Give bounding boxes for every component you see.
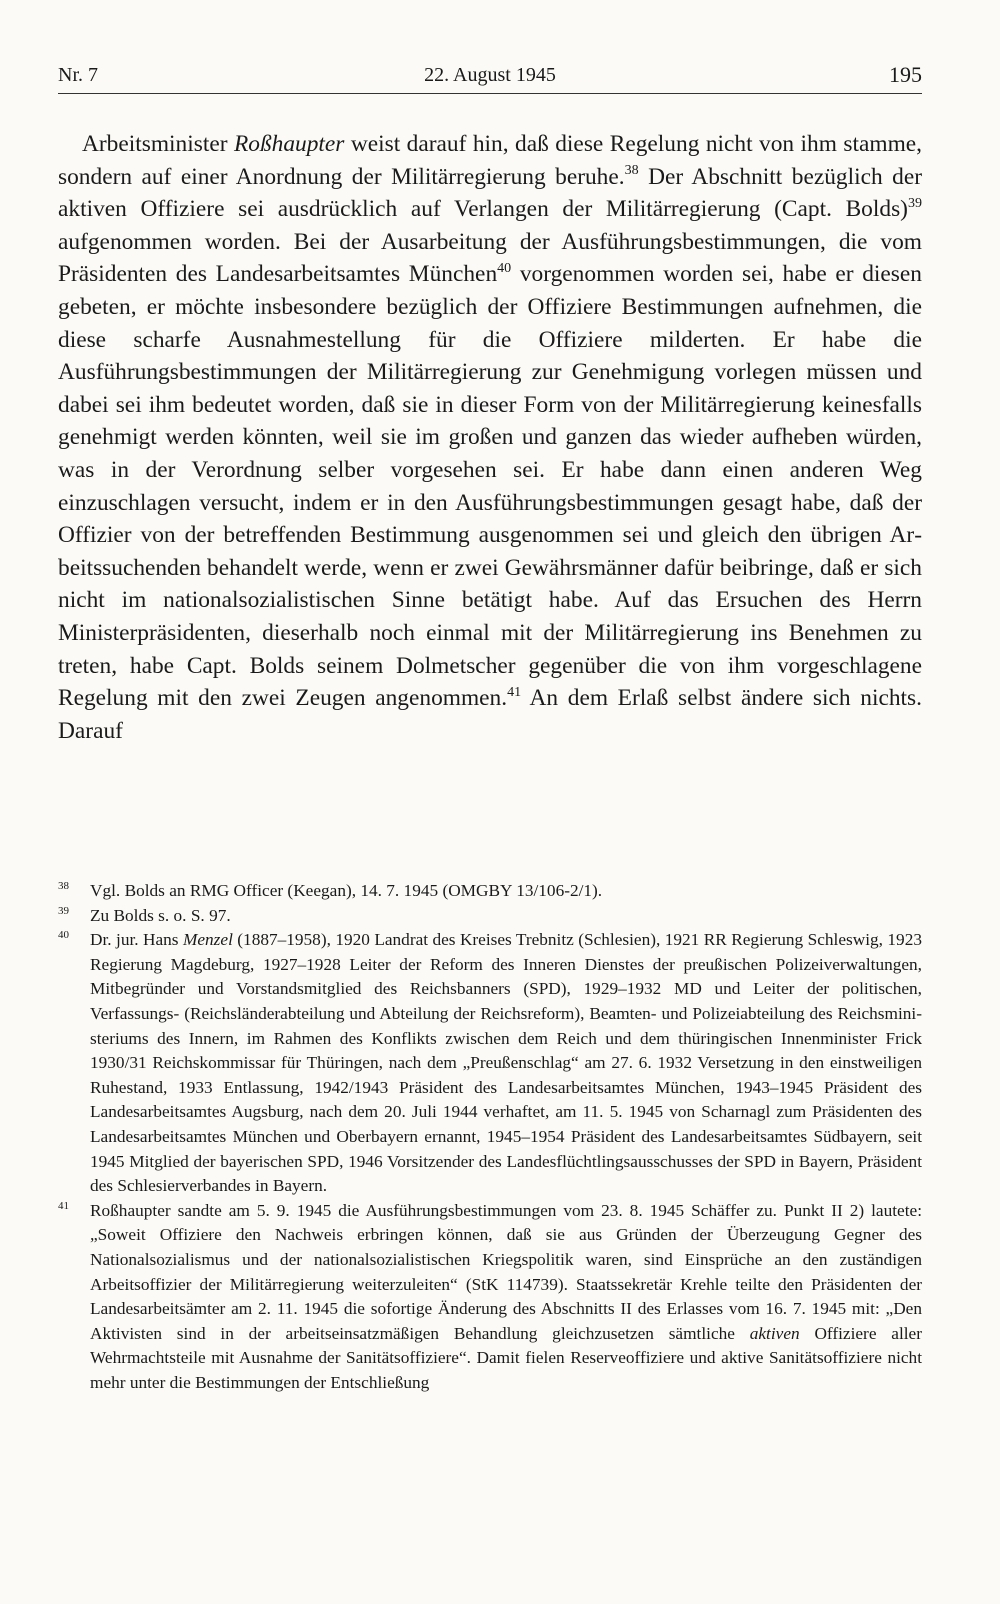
footnote-40	[58, 928, 922, 1199]
text-run: Arbeitsminister	[82, 131, 234, 157]
text-run: aufgenommen worden. Bei der Ausarbeitung der Ausführungsbestimmungen, die vom Präsidenten des Landesarbeitsamtes München	[58, 228, 922, 288]
running-header	[58, 60, 922, 90]
paragraph	[58, 128, 922, 747]
document-page	[58, 0, 922, 1604]
footnote-text: Zu Bolds s. o. S. 97.	[90, 905, 231, 925]
footnote-text: Dr. jur. Hans	[90, 930, 183, 950]
footnotes	[58, 879, 922, 1395]
issue-number: Nr. 7	[58, 64, 98, 86]
footnote-ref-40: 40	[497, 259, 512, 276]
footnote-number: 40	[58, 929, 69, 942]
header-rule	[58, 93, 922, 94]
footnote-41	[58, 1199, 922, 1396]
footnote-text: (1887–1958), 1920 Landrat des Kreises Trebnitz (Schlesien), 1921 RR Regierung Schleswig, 1923 Regierung Magdeburg, 1927–1928 Leiter der Reform des Inneren Dienstes der preußischen Polizeiverwaltungen, Mitbegründer und Vorstandsmitglied des Reichsbanners (SPD), 1929–1932 MD und Leiter der politischen, Verfassungs- (Reichsländerabteilung und Abteilung der Reichsreform), Beamten- und Polizeiabteilung des Reichsministeriums des Innern, im Rahmen des Konflikts zwischen dem Reich und dem thüringischen Innenminister Frick 1930/31 Reichskommissar für Thüringen, nach dem „Preußenschlag“ am 27. 6. 1932 Versetzung in den einstweiligen Ruhestand, 1933 Entlassung, 1942/1943 Präsident des Landesarbeitsamtes München, 1943–1945 Präsident des Landesarbeitsamtes Augsburg, nach dem 20. Juli 1944 verhaftet, am 11. 5. 1945 von Scharnagl zum Präsidenten des Landesarbeitsamtes München und Oberbayern ernannt, 1945–1954 Präsident des Landesarbeitsamtes Südbayern, seit 1945 Mitglied der bayerischen SPD, 1946 Vorsitzender des Landesflüchtlingsausschusses der SPD in Bayern, Präsident des Schlesierverbandes in Bayern.	[90, 930, 922, 1196]
emphasis: aktiven	[749, 1323, 800, 1343]
footnote-ref-39: 39	[907, 194, 922, 211]
footnote-ref-41: 41	[507, 683, 522, 700]
text-run: Der Abschnitt bezüglich der aktiven Offiziere sei ausdrücklich auf Verlangen der Militärregierung (Capt. Bolds)	[58, 163, 922, 223]
main-text	[58, 128, 922, 747]
person-name: Menzel	[182, 930, 233, 950]
text-run: vorgenommen worden sei, habe er diesen gebeten, er möchte insbesondere bezüglich der Offiziere Bestimmungen aufnehmen, die diese scharfe Ausnahmestellung für die Offiziere milderten. Er habe die Ausführungsbestimmungen der Militärregierung zur Genehmigung vorlegen müssen und dabei sei ihm bedeutet worden, daß sie in dieser Form von der Militärregierung keinesfalls genehmigt werden könnten, weil sie im großen und ganzen das wieder aufheben würden, was in der Verordnung selber vorgesehen sei. Er habe dann einen anderen Weg einzuschlagen versucht, indem er in den Ausführungsbestimmungen gesagt habe, daß der Offizier von der betreffenden Bestimmung ausgenommen sei und gleich den übrigen Arbeitssuchenden behandelt werde, wenn er zwei Gewährsmänner dafür beibringe, daß er sich nicht im nationalsozialistischen Sinne betätigt habe. Auf das Ersuchen des Herrn Ministerpräsidenten, dieserhalb noch einmal mit der Militärregierung ins Benehmen zu treten, habe Capt. Bolds seinem Dolmetscher gegenüber die von ihm vorgeschlagene Regelung mit den zwei Zeugen angenommen.	[58, 261, 922, 712]
footnote-number: 38	[58, 880, 69, 892]
header-date: 22. August 1945	[424, 64, 556, 86]
person-name: Roßhaupter	[233, 131, 345, 157]
footnote-ref-38: 38	[624, 162, 639, 179]
footnote-38	[58, 879, 922, 904]
footnote-text: Roßhaupter sandte am 5. 9. 1945 die Ausführungsbestimmungen vom 23. 8. 1945 Schäffer zu. Punkt II 2) lautete: „Soweit Offiziere den Nachweis erbringen können, daß sie aus Gründen der Überzeugung Gegner des Nationalsozialismus und der nationalsozialistischen Kriegspolitik waren, sind Einsprüche an den zuständigen Arbeitsoffizier der Militärregierung weiterzuleiten“ (StK 114739). Staatssekretär Krehle teilte den Präsidenten der Landesarbeitsämter am 2. 11. 1945 die sofortige Änderung des Abschnitts II des Erlasses vom 16. 7. 1945 mit: „Den Aktivisten sind in der arbeitseinsatzmäßigen Behandlung gleichzusetzen sämtliche	[90, 1200, 922, 1343]
text-run: An dem Erlaß selbst ändere sich nichts. Darauf	[58, 685, 922, 744]
text-run: weist darauf hin, daß diese Regelung nicht von ihm stamme, sondern auf einer Anordnung der Militärregierung beruhe.	[58, 131, 922, 190]
footnote-text: Offiziere aller Wehrmachtsteile mit Ausnahme der Sanitätsoffiziere“. Damit fielen Reserveoffiziere und aktive Sanitätsoffiziere nicht mehr unter die Bestimmungen der Entschließung	[90, 1323, 922, 1392]
footnote-number: 39	[58, 904, 69, 917]
footnote-39	[58, 904, 922, 929]
page-number: 195	[889, 62, 922, 87]
footnote-number: 41	[58, 1199, 69, 1212]
footnote-text: Vgl. Bolds an RMG Officer (Keegan), 14. 7. 1945 (OMGBY 13/106-2/1).	[90, 881, 603, 900]
